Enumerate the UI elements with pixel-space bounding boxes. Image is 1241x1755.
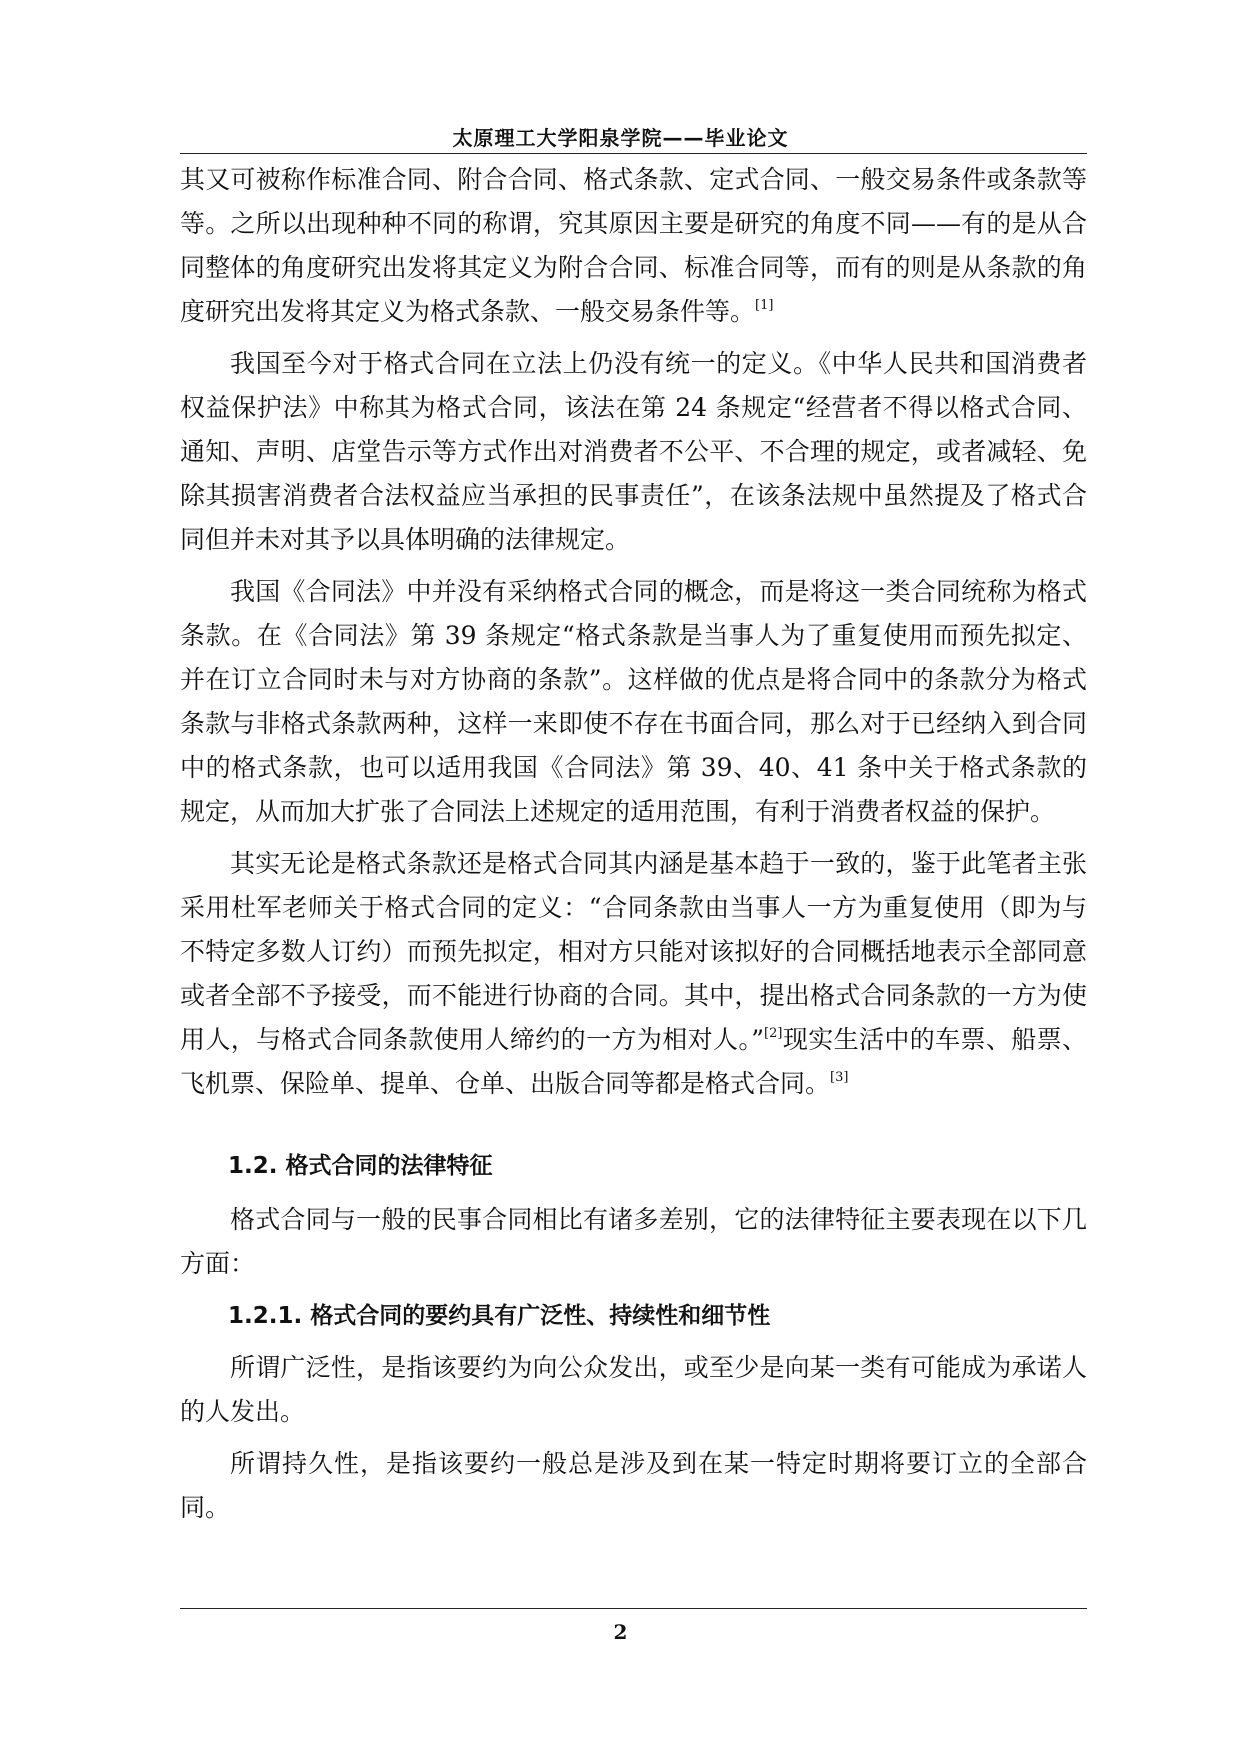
footer-rule xyxy=(180,1608,1087,1609)
paragraph-4 xyxy=(180,842,1087,1106)
page-number: 2 xyxy=(613,1620,628,1644)
paragraph-1-text: 其又可被称作标准合同、附合合同、格式条款、定式合同、一般交易条件或条款等等。之所以出现种种不同的称谓，究其原因主要是研究的角度不同——有的是从合同整体的角度研究出发将其定义为附合合同、标准合同等，而有的则是从条款的角度研究出发将其定义为格式条款、一般交易条件等。 xyxy=(180,165,1087,326)
citation-2: [2] xyxy=(764,1026,783,1041)
section-heading-1-2: 1.2. 格式合同的法律特征 xyxy=(228,1153,493,1179)
paragraph-breadth: 所谓广泛性，是指该要约为向公众发出，或至少是向某一类有可能成为承诺人的人发出。 xyxy=(180,1353,1087,1426)
paragraph-4-text-b: 现实生活中的车票、船票、飞机票、保险单、提单、仓单、出版合同等都是格式合同。 xyxy=(180,1025,1087,1098)
citation-1: [1] xyxy=(755,298,774,313)
paragraph-duration: 所谓持久性，是指该要约一般总是涉及到在某一特定时期将要订立的全部合同。 xyxy=(180,1449,1087,1522)
citation-3: [3] xyxy=(830,1070,849,1085)
paragraph-3: 我国《合同法》中并没有采纳格式合同的概念，而是将这一类合同统称为格式条款。在《合同法》第 39 条规定“格式条款是当事人为了重复使用而预先拟定、并在订立合同时未与对方协商的条款”。这样做的优点是将合同中的条款分为格式条款与非格式条款两种，这样一来即使不存在书面合同，那么对于已经纳入到合同中的格式条款，也可以适用我国《合同法》第 39、40、41 条中关于格式条款的规定，从而加大扩张了合同法上述规定的适用范围，有利于消费者权益的保护。 xyxy=(180,577,1087,826)
section-heading-1-2-1: 1.2.1. 格式合同的要约具有广泛性、持续性和细节性 xyxy=(228,1303,771,1329)
document-body xyxy=(180,158,1087,1530)
section-1-2-intro: 格式合同与一般的民事合同相比有诸多差别，它的法律特征主要表现在以下几方面： xyxy=(180,1205,1087,1278)
paragraph-2: 我国至今对于格式合同在立法上仍没有统一的定义。《中华人民共和国消费者权益保护法》中称其为格式合同，该法在第 24 条规定“经营者不得以格式合同、通知、声明、店堂告示等方式作出对消费者不公平、不合理的规定，或者减轻、免除其损害消费者合法权益应当承担的民事责任”，在该条法规中虽然提及了格式合同但并未对其予以具体明确的法律规定。 xyxy=(180,349,1087,554)
header-rule xyxy=(180,153,1087,154)
paragraph-1 xyxy=(180,158,1087,334)
page-header-title: 太原理工大学阳泉学院——毕业论文 xyxy=(452,126,789,150)
paragraph-4-text-a: 其实无论是格式条款还是格式合同其内涵是基本趋于一致的，鉴于此笔者主张采用杜军老师关于格式合同的定义：“合同条款由当事人一方为重复使用（即为与不特定多数人订约）而预先拟定，相对方只能对该拟好的合同概括地表示全部同意或者全部不予接受，而不能进行协商的合同。其中，提出格式合同条款的一方为使用人，与格式合同条款使用人缔约的一方为相对人。” xyxy=(180,849,1087,1054)
